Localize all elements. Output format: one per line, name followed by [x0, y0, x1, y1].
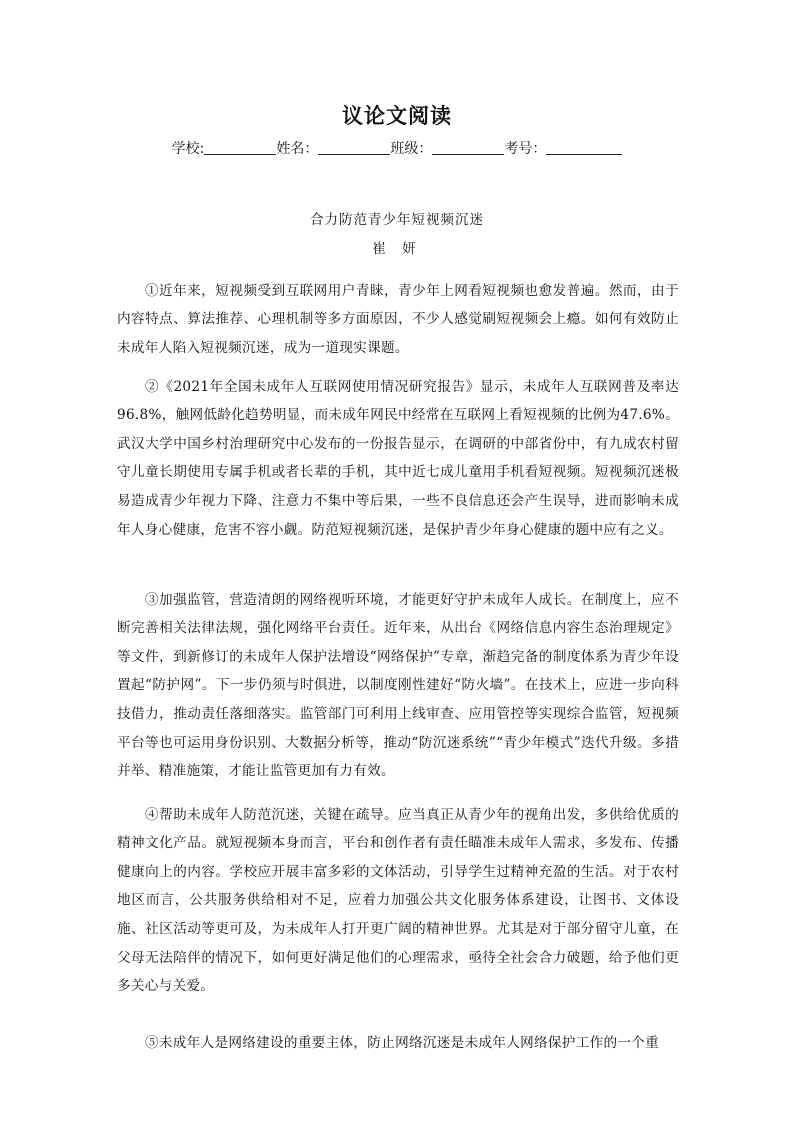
class-blank[interactable]: [432, 140, 504, 155]
paragraph-3: ③加强监管，营造清朗的网络视听环境，才能更好守护未成年人成长。在制度上，应不断完善相关法律法规，强化网络平台责任。近年来，从出台《网络信息内容生态治理规定》等文件，到新修订的未成年人保护法增设“网络保护”专章，渐趋完备的制度体系为青少年设置起“防护网”。下一步仍须与时俱进，以制度刚性建好“防火墙”。在技术上，应进一步向科技借力，推动责任落细落实。监管部门可利用上线审查、应用管控等实现综合监管，短视频平台等也可运用身份识别、大数据分析等，推动“防沉迷系统”“青少年模式”迭代升级。多措并举、精准施策，才能让监管更加有力有效。: [117, 591, 679, 780]
paragraph-2: ②《2021年全国未成年人互联网使用情况研究报告》显示，未成年人互联网普及率达96.8%，触网低龄化趋势明显，而未成年网民中经常在互联网上看短视频的比例为47.6%。武汉大学中国乡村治理研究中心发布的一份报告显示，在调研的中部省份中，有九成农村留守儿童长期使用专属手机或者长辈的手机，其中近七成儿童用手机看短视频。短视频沉迷极易造成青少年视力下降、注意力不集中等后果，一些不良信息还会产生误导，进而影响未成年人身心健康，危害不容小觑。防范短视频沉迷，是保护青少年身心健康的题中应有之义。: [117, 378, 679, 538]
article-title: 合力防范青少年短视频沉迷: [310, 212, 484, 228]
name-blank[interactable]: [318, 140, 390, 155]
exam-number-label: 考号：: [504, 141, 547, 157]
school-label: 学校:: [171, 141, 205, 157]
article-author: 崔 妍: [372, 241, 422, 257]
name-label: 姓名：: [276, 141, 319, 157]
class-label: 班级：: [390, 141, 433, 157]
page-title: 议论文阅读: [342, 104, 452, 128]
student-info-line: [0, 138, 794, 158]
school-blank[interactable]: [204, 140, 276, 155]
exam-number-blank[interactable]: [546, 140, 622, 155]
paragraph-5: ⑤未成年人是网络建设的重要主体，防止网络沉迷是未成年人网络保护工作的一个重: [145, 1034, 660, 1051]
paragraph-4: ④帮助未成年人防范沉迷，关键在疏导。应当真正从青少年的视角出发，多供给优质的精神文化产品。就短视频本身而言，平台和创作者有责任瞄准未成年人需求，多发布、传播健康向上的内容。学校应开展丰富多彩的文体活动，引导学生过精神充盈的生活。对于农村地区而言，公共服务供给相对不足，应着力加强公共文化服务体系建设，让图书、文体设施、社区活动等更可及，为未成年人打开更广阔的精神世界。尤其是对于部分留守儿童，在父母无法陪伴的情况下，如何更好满足他们的心理需求，亟待全社会合力破题，给予他们更多关心与关爱。: [117, 806, 679, 995]
paragraph-1: ①近年来，短视频受到互联网用户青睐，青少年上网看短视频也愈发普遍。然而，由于内容特点、算法推荐、心理机制等多方面原因，不少人感觉刷短视频会上瘾。如何有效防止未成年人陷入短视频沉迷，成为一道现实课题。: [117, 282, 679, 356]
